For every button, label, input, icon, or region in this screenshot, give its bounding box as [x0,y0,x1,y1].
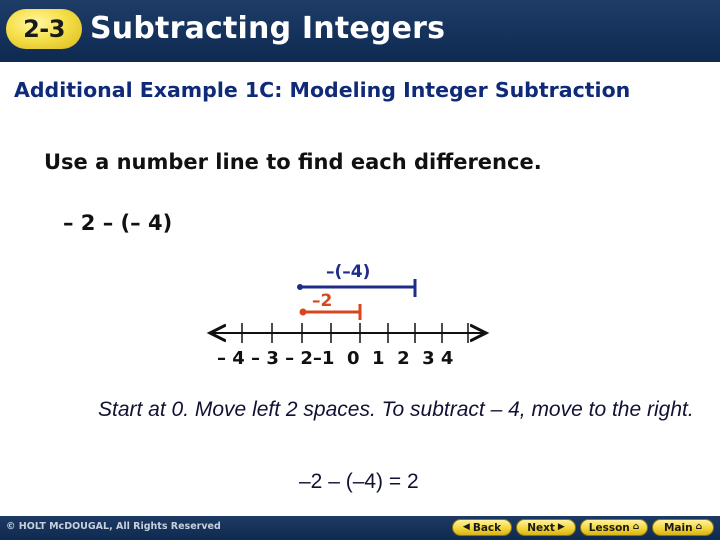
next-label: Next [527,521,555,534]
lesson-label: Lesson [588,521,630,534]
main-label: Main [663,521,693,534]
lower-arrow-head [300,309,307,316]
upper-arrow-label: –(–4) [326,262,371,282]
tick-labels: – 4 – 3 – 2–1 0 1 2 3 4 [217,348,454,369]
lesson-title: Subtracting Integers [90,11,446,46]
back-button[interactable] [452,519,512,536]
copyright-text: © HOLT McDOUGAL, All Rights Reserved [6,521,221,532]
chevron-right-icon: ▶ [557,522,565,532]
example-title: Additional Example 1C: Modeling Integer Subtraction [14,78,631,102]
lesson-number-badge: 2-3 [6,9,82,49]
instruction-text: Use a number line to find each difference. [44,150,542,174]
upper-arrow-start-dot [297,284,303,290]
footer-bar [0,516,720,540]
main-button[interactable] [652,519,714,536]
lesson-button[interactable] [580,519,648,536]
home-icon: ⌂ [632,522,640,532]
chevron-left-icon: ◀ [462,522,470,532]
explanation-text: Start at 0. Move left 2 spaces. To subtract – 4, move to the right. [98,398,694,421]
home-icon: ⌂ [695,522,703,532]
lower-arrow-label: –2 [312,291,333,311]
next-button[interactable] [516,519,576,536]
expression-text: – 2 – (– 4) [63,211,173,235]
back-label: Back [472,521,502,534]
result-equation: –2 – (–4) = 2 [299,470,419,493]
